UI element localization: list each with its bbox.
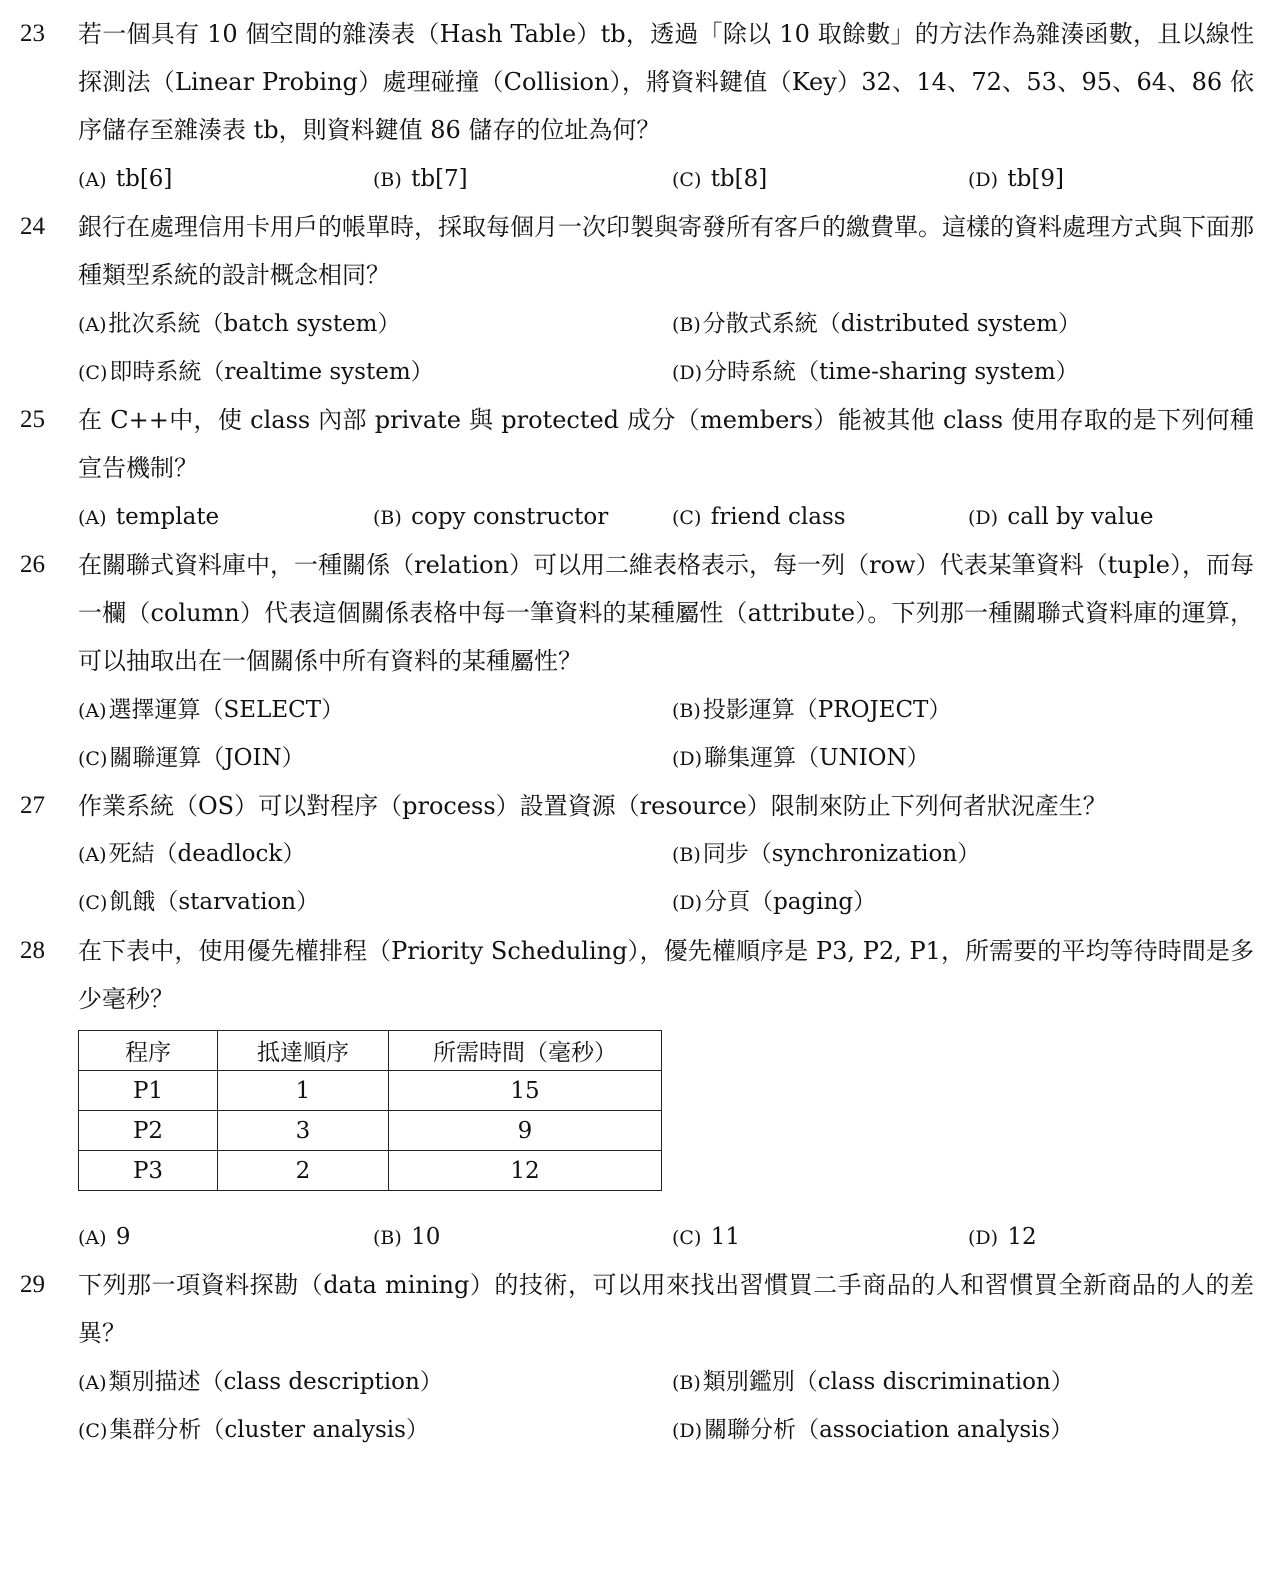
- table-cell: P2: [79, 1111, 218, 1151]
- table-row: [79, 1151, 662, 1191]
- option-d: (D)分頁（paging）: [672, 889, 877, 915]
- option-c: (C) friend class: [672, 504, 846, 530]
- option-b: (B) copy constructor: [373, 504, 609, 530]
- table-cell: 3: [218, 1111, 389, 1151]
- question-stem: 在下表中，使用優先權排程（Priority Scheduling），優先權順序是 P3, P2, P1，所需要的平均等待時間是多少毫秒？: [78, 937, 1254, 1013]
- option-d: (D)聯集運算（UNION）: [672, 745, 930, 771]
- table-cell: P3: [79, 1151, 218, 1191]
- option-b: (B)類別鑑別（class discrimination）: [672, 1369, 1074, 1395]
- table-row: [79, 1111, 662, 1151]
- option-c: (C)集群分析（cluster analysis）: [78, 1417, 429, 1443]
- table-header-cell: 抵達順序: [218, 1031, 389, 1071]
- question-number: 28: [20, 937, 45, 964]
- question-stem: 銀行在處理信用卡用戶的帳單時，採取每個月一次印製與寄發所有客戶的繳費單。這樣的資料處理方式與下面那種類型系統的設計概念相同？: [78, 213, 1254, 289]
- option-b: (B)投影運算（PROJECT）: [672, 697, 952, 723]
- option-b: (B) 10: [373, 1224, 441, 1250]
- option-a: (A) tb[6]: [78, 166, 173, 192]
- question-number: 25: [20, 406, 45, 433]
- scheduling-table: [78, 1030, 662, 1191]
- question-number: 26: [20, 551, 45, 578]
- question-number: 24: [20, 213, 45, 240]
- option-b: (B)同步（synchronization）: [672, 841, 981, 867]
- option-a: (A)選擇運算（SELECT）: [78, 697, 345, 723]
- question-stem: 在關聯式資料庫中，一種關係（relation）可以用二維表格表示，每一列（row）代表某筆資料（tuple），而每一欄（column）代表這個關係表格中每一筆資料的某種屬性（attribute）。下列那一種關聯式資料庫的運算，可以抽取出在一個關係中所有資料的某種屬性？: [78, 551, 1254, 675]
- option-c: (C)即時系統（realtime system）: [78, 359, 434, 385]
- table-cell: 1: [218, 1071, 389, 1111]
- option-d: (D) call by value: [968, 504, 1154, 530]
- table-header-cell: 所需時間（毫秒）: [389, 1031, 662, 1071]
- option-c: (C) tb[8]: [672, 166, 768, 192]
- question-number: 23: [20, 20, 45, 47]
- table-cell: 2: [218, 1151, 389, 1191]
- option-d: (D)關聯分析（association analysis）: [672, 1417, 1074, 1443]
- table-cell: 15: [389, 1071, 662, 1111]
- question-stem: 在 C++中，使 class 內部 private 與 protected 成分（members）能被其他 class 使用存取的是下列何種宣告機制？: [78, 406, 1254, 482]
- option-d: (D)分時系統（time-sharing system）: [672, 359, 1079, 385]
- table-cell: 9: [389, 1111, 662, 1151]
- question-number: 27: [20, 792, 45, 819]
- option-a: (A) 9: [78, 1224, 131, 1250]
- option-a: (A) template: [78, 504, 220, 530]
- table-cell: 12: [389, 1151, 662, 1191]
- option-c: (C)飢餓（starvation）: [78, 889, 320, 915]
- option-a: (A)批次系統（batch system）: [78, 311, 401, 337]
- table-cell: P1: [79, 1071, 218, 1111]
- option-a: (A)死結（deadlock）: [78, 841, 306, 867]
- question-number: 29: [20, 1271, 45, 1298]
- table-header-cell: 程序: [79, 1031, 218, 1071]
- option-a: (A)類別描述（class description）: [78, 1369, 443, 1395]
- table-header-row: [79, 1031, 662, 1071]
- option-c: (C)關聯運算（JOIN）: [78, 745, 305, 771]
- table-row: [79, 1071, 662, 1111]
- question-stem: 若一個具有 10 個空間的雜湊表（Hash Table）tb，透過「除以 10 取餘數」的方法作為雜湊函數，且以線性探測法（Linear Probing）處理碰撞（Collision），將資料鍵值（Key）32、14、72、53、95、64、86 依序儲存至雜湊表 tb，則資料鍵值 86 儲存的位址為何？: [78, 20, 1254, 144]
- option-b: (B) tb[7]: [373, 166, 468, 192]
- option-b: (B)分散式系統（distributed system）: [672, 311, 1081, 337]
- question-stem: 下列那一項資料探勘（data mining）的技術，可以用來找出習慣買二手商品的人和習慣買全新商品的人的差異？: [78, 1271, 1254, 1347]
- option-c: (C) 11: [672, 1224, 740, 1250]
- option-d: (D) 12: [968, 1224, 1037, 1250]
- question-stem: 作業系統（OS）可以對程序（process）設置資源（resource）限制來防止下列何者狀況產生？: [78, 792, 1107, 820]
- option-d: (D) tb[9]: [968, 166, 1064, 192]
